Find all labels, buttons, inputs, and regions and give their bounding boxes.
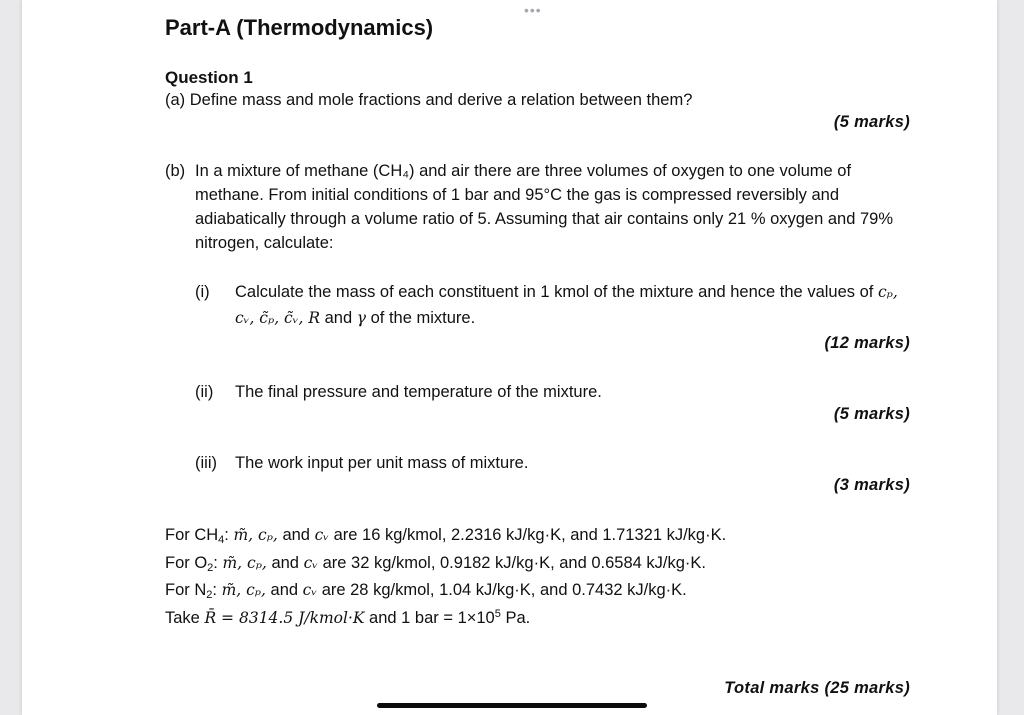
sub-i-end: of the mixture. <box>370 309 476 327</box>
data-ch4-colon: : <box>224 526 229 544</box>
part-a-label: (a) <box>165 91 186 109</box>
home-indicator[interactable] <box>377 703 647 708</box>
data-line-o2 <box>165 551 706 575</box>
sub-ii-marks: (5 marks) <box>833 405 910 423</box>
part-a-text: Define mass and mole fractions and derive a relation between them? <box>189 91 693 109</box>
page-title: Part-A (Thermodynamics) <box>165 15 434 40</box>
part-b-line-1: In a mixture of methane (CH₄) and air there are three volumes of oxygen to one volume of <box>195 162 852 180</box>
sub-i-text: Calculate the mass of each constituent in 1 kmol of the mixture and hence the values of <box>235 283 874 301</box>
part-b-line-3: adiabatically through a volume ratio of 5. Assuming that air contains only 21 % oxygen and 79% <box>195 210 894 228</box>
data-o2-colon: : <box>213 554 218 572</box>
sub-i-label: (i) <box>195 283 210 301</box>
data-o2-prefix: For O <box>165 554 208 572</box>
sub-i-gamma: γ <box>356 309 367 327</box>
total-marks: Total marks (25 marks) <box>724 679 910 697</box>
data-n2-sub: 2 <box>206 589 213 601</box>
data-ch4-symbols: m̃, cₚ, <box>233 526 278 544</box>
sub-iii-label: (iii) <box>195 454 217 472</box>
data-line-take <box>165 606 530 630</box>
data-take-unit: Pa. <box>505 609 531 627</box>
part-a <box>165 88 692 112</box>
data-line-ch4 <box>165 523 726 547</box>
sub-ii-text: The final pressure and temperature of the mixture. <box>235 383 602 401</box>
data-take-bar: and 1 bar = 1×10 <box>369 609 495 627</box>
question-title: Question 1 <box>165 68 253 87</box>
sub-i-marks: (12 marks) <box>824 334 910 352</box>
sub-i-line-1 <box>235 280 898 304</box>
ellipsis-icon[interactable]: ••• <box>524 2 542 18</box>
data-ch4-cv: cᵥ <box>314 526 330 544</box>
part-b-line-4: nitrogen, calculate: <box>195 234 334 252</box>
sub-iii-text: The work input per unit mass of mixture. <box>235 454 529 472</box>
data-take-exponent: 5 <box>494 608 501 620</box>
data-n2-colon: : <box>212 581 217 599</box>
sub-i-cp-symbol: cₚ, <box>877 283 898 301</box>
data-o2-values: are 32 kg/kmol, 0.9182 kJ/kg·K, and 0.6584 kJ/kg·K. <box>322 554 707 572</box>
data-take-prefix: Take <box>165 609 200 627</box>
sub-i-line-2 <box>235 306 475 330</box>
sub-iii-marks: (3 marks) <box>833 476 910 494</box>
data-o2-cv: cᵥ <box>303 554 319 572</box>
data-o2-sub: 2 <box>207 562 214 574</box>
data-line-n2 <box>165 578 687 602</box>
data-o2-and: and <box>271 554 299 572</box>
sub-i-and: and <box>324 309 353 327</box>
data-take-gas-constant: R̄ = 8314.5 J/kmol·K <box>204 609 365 627</box>
part-b-label: (b) <box>165 162 186 180</box>
part-b-line-2: methane. From initial conditions of 1 bar and 95°C the gas is compressed reversibly and <box>195 186 840 204</box>
sub-i-symbols: cᵥ, c̃ₚ, c̃ᵥ, R <box>235 309 321 327</box>
document-page <box>22 0 997 715</box>
part-a-marks: (5 marks) <box>833 113 910 131</box>
sub-ii-label: (ii) <box>195 383 214 401</box>
data-n2-symbols: m̃, cₚ, <box>221 581 266 599</box>
data-ch4-prefix: For CH <box>165 526 219 544</box>
data-n2-and: and <box>270 581 299 599</box>
data-o2-symbols: m̃, cₚ, <box>222 554 267 572</box>
data-ch4-and: and <box>282 526 310 544</box>
data-n2-prefix: For N <box>165 581 207 599</box>
data-ch4-sub: 4 <box>218 534 225 546</box>
data-n2-values: are 28 kg/kmol, 1.04 kJ/kg·K, and 0.7432 kJ/kg·K. <box>321 581 687 599</box>
data-ch4-values: are 16 kg/kmol, 2.2316 kJ/kg·K, and 1.71321 kJ/kg·K. <box>333 526 727 544</box>
data-n2-cv: cᵥ <box>302 581 318 599</box>
